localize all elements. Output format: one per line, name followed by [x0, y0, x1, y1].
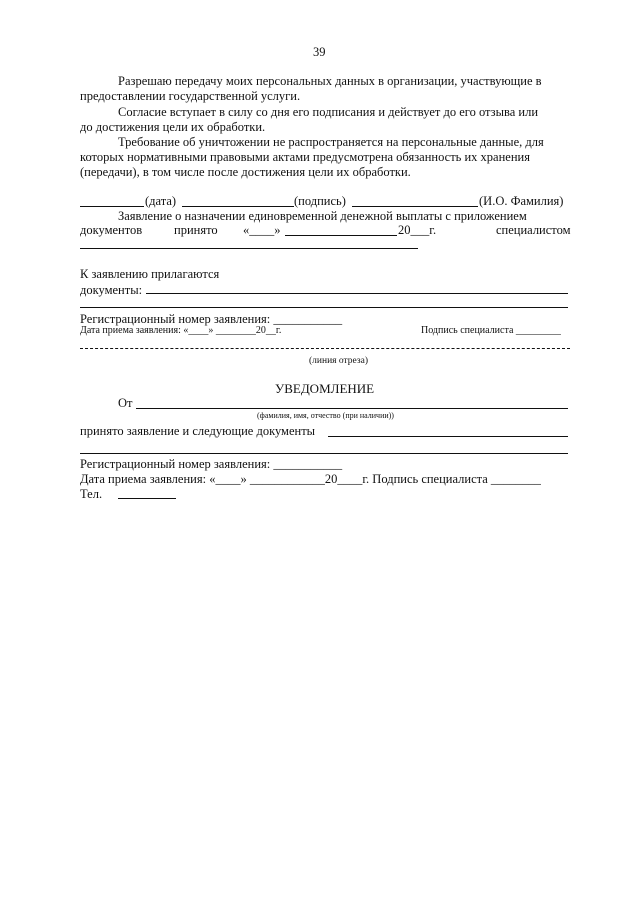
application-word-documents: документов — [80, 223, 143, 237]
date-label: (дата) — [145, 194, 177, 208]
specialist-blank — [80, 248, 418, 249]
signature-label: (подпись) — [294, 194, 346, 208]
receipt-reg-number: Регистрационный номер заявления: ___________ — [80, 312, 343, 326]
notice-reg-number: Регистрационный номер заявления: ___________ — [80, 457, 343, 471]
application-year: 20___г. — [398, 223, 437, 237]
application-line1: Заявление о назначении единовременной денежной выплаты с приложением — [118, 209, 527, 223]
consent-p1-line1: Разрешаю передачу моих персональных данных в организации, участвующие в — [118, 74, 542, 88]
consent-p1-line2: предоставлении государственной услуги. — [80, 89, 301, 103]
signature-blank-1 — [182, 206, 294, 207]
notice-accepted: принято заявление и следующие документы — [80, 424, 316, 438]
attachments-blank-1 — [146, 293, 568, 294]
name-label: (И.О. Фамилия) — [479, 194, 564, 208]
application-word-accepted: принято — [174, 223, 218, 237]
consent-p3-line1: Требование об уничтожении не распространяется на персональные данные, для — [118, 135, 544, 149]
cut-line-caption: (линия отреза) — [309, 356, 369, 366]
notice-from-label: От — [118, 396, 133, 410]
attachments-heading: К заявлению прилагаются — [80, 267, 220, 281]
consent-p2-line2: до достижения цели их обработки. — [80, 120, 266, 134]
page-number: 39 — [313, 45, 326, 59]
application-word-specialist: специалистом — [496, 223, 571, 237]
cut-line — [80, 348, 570, 349]
receipt-signature: Подпись специалиста _________ — [421, 325, 561, 336]
consent-p3-line3: (передачи), в том числе после достижения цели их обработки. — [80, 165, 411, 179]
name-blank — [352, 206, 478, 207]
receipt-date: Дата приема заявления: «____» ________20__г. — [80, 325, 282, 336]
application-month-blank — [285, 235, 397, 236]
notice-phone-blank — [118, 498, 176, 499]
attachments-blank-2 — [80, 307, 568, 308]
notice-date-signature: Дата приема заявления: «____» ____________20____г. Подпись специалиста ________ — [80, 472, 541, 486]
notice-from-caption: (фамилия, имя, отчество (при наличии)) — [257, 411, 394, 420]
notice-accepted-blank — [328, 436, 568, 437]
consent-p3-line2: которых нормативными правовыми актами предусмотрена обязанность их хранения — [80, 150, 530, 164]
notice-phone-label: Тел. — [80, 487, 103, 501]
notice-from-blank — [136, 408, 568, 409]
consent-p2-line1: Согласие вступает в силу со дня его подписания и действует до его отзыва или — [118, 105, 539, 119]
date-blank — [80, 206, 144, 207]
notice-documents-blank — [80, 453, 568, 454]
notice-title: УВЕДОМЛЕНИЕ — [275, 381, 375, 396]
attachments-documents-label: документы: — [80, 283, 143, 297]
application-day-blank: «____» — [243, 223, 281, 237]
